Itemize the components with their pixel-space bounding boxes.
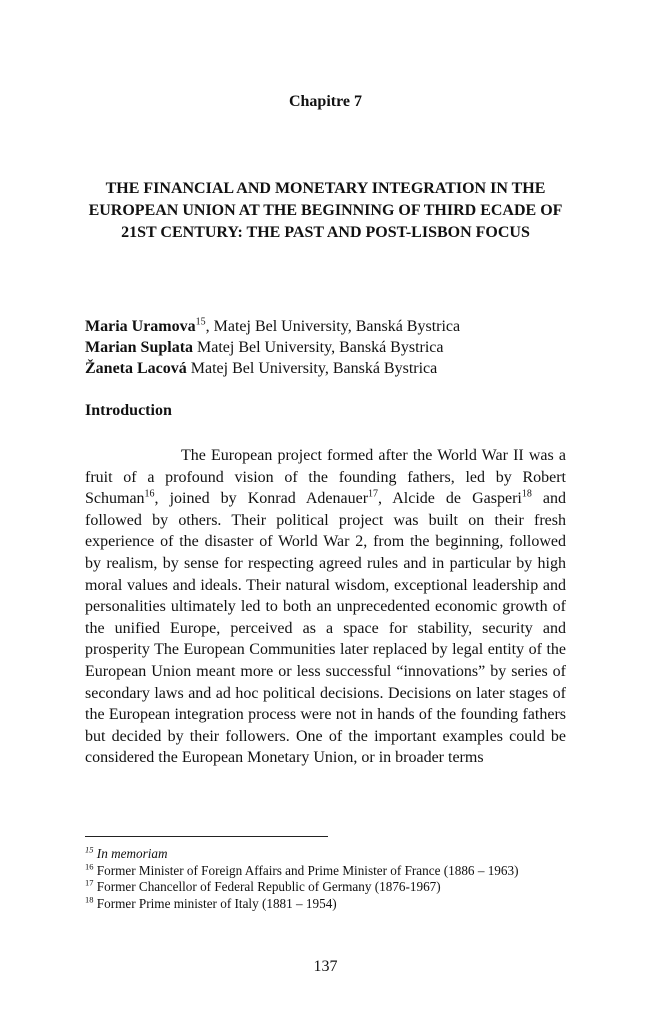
footnote: [85, 879, 566, 896]
author-name: Maria Uramova: [85, 318, 196, 335]
author-name: Marian Suplata: [85, 339, 194, 356]
footnote-number: 15: [85, 844, 94, 855]
footnotes: [85, 846, 566, 912]
section-heading: Introduction: [85, 402, 172, 419]
author-list: [85, 316, 566, 379]
footnote-ref: 17: [368, 488, 379, 500]
footnote-text: In memoriam: [93, 846, 168, 861]
footnote: [85, 863, 566, 880]
footnote: [85, 896, 566, 913]
footnote-ref: 18: [521, 488, 532, 500]
author-line: [85, 337, 566, 358]
body-text: [85, 445, 566, 769]
footnote-number: 16: [85, 861, 94, 872]
footnote-divider: [85, 836, 328, 837]
author-line: [85, 358, 566, 379]
author-affiliation: Matej Bel University, Banská Bystrica: [186, 360, 438, 377]
text-run: , joined by Konrad Adenauer: [154, 490, 369, 508]
footnote-number: 18: [85, 894, 94, 905]
text-run: , Alcide de Gasperi: [378, 490, 522, 508]
footnote: [85, 846, 566, 863]
author-name: Žaneta Lacová: [85, 360, 187, 377]
chapter-title: THE FINANCIAL AND MONETARY INTEGRATION IN THE EUROPEAN UNION AT THE BEGINNING OF THIRD ECADE OF 21ST CENTURY: THE PAST AND POST-LISBON FOCUS: [88, 180, 563, 241]
page-number: 137: [313, 958, 338, 975]
footnote-number: 17: [85, 877, 94, 888]
author-affiliation: Matej Bel University, Banská Bystrica: [193, 339, 444, 356]
paragraph: [85, 445, 566, 769]
text-run: The European project formed after the World War II was a fruit of a profound vision of the founding fathers, led by Robert Schuman: [85, 447, 566, 508]
author-line: [85, 316, 566, 337]
footnote-ref: 15: [195, 316, 206, 328]
footnote-ref: 16: [144, 488, 155, 500]
footnote-text: Former Minister of Foreign Affairs and Prime Minister of France (1886 – 1963): [93, 862, 519, 878]
chapter-label: Chapitre 7: [288, 93, 363, 110]
footnote-text: Former Chancellor of Federal Republic of Germany (1876-1967): [93, 879, 441, 894]
text-run: and followed by others. Their political project was built on their fresh experience of the disaster of World War 2, from the beginning, followed by realism, by sense for respecting agreed rules and in particular by high moral values and ideals. Their natural wisdom, exceptional leadership and personalities ultimately led to both an unprecedented economic growth of the unified Europe, perceived as a space for stability, security and prosperity The European Communities later replaced by legal entity of the European Union meant more or less successful “innovations” by series of secondary laws and ad hoc political decisions. Decisions on later stages of the European integration process were not in hands of the founding fathers but decided by their followers. One of the important examples could be considered the European Monetary Union, or in broader terms: [85, 490, 566, 767]
author-affiliation: , Matej Bel University, Banská Bystrica: [205, 318, 461, 335]
footnote-text: Former Prime minister of Italy (1881 – 1954): [93, 895, 337, 911]
